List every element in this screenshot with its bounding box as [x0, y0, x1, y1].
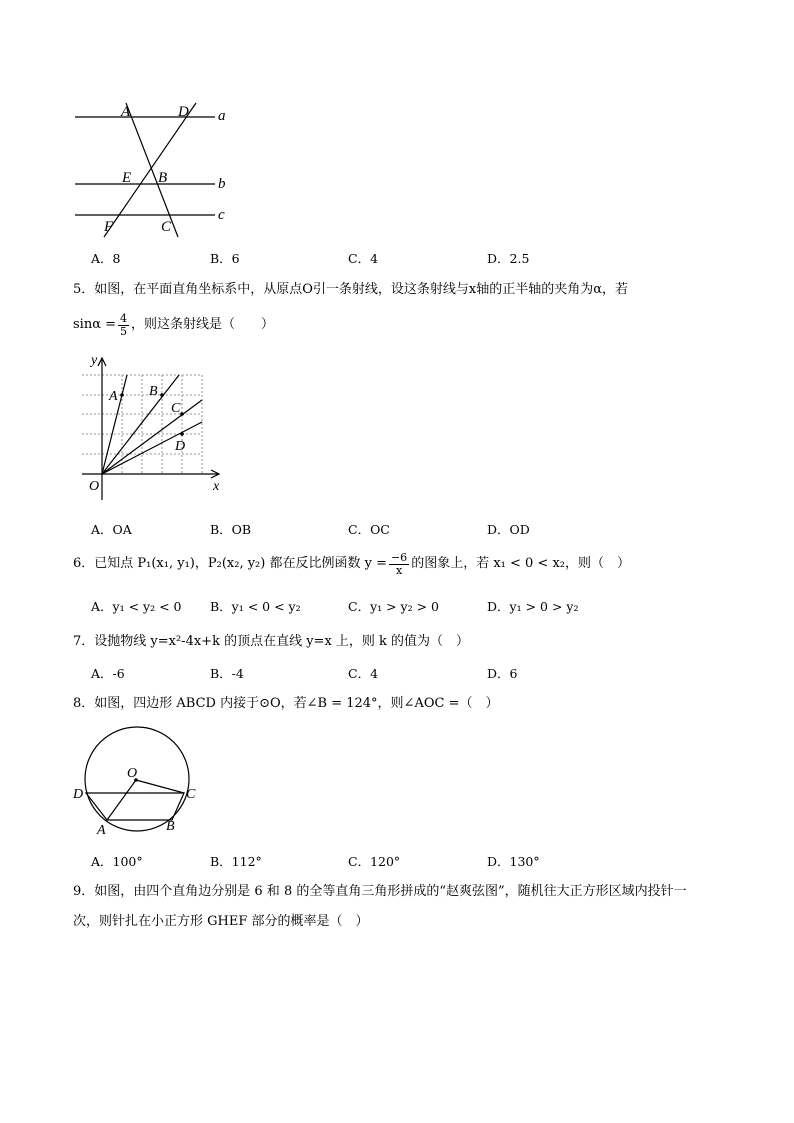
- ray-OC: [102, 400, 202, 474]
- q7-option-d[interactable]: D．6: [487, 666, 518, 681]
- point-A: [120, 393, 124, 397]
- label-D: D: [73, 787, 84, 802]
- label-D: D: [175, 439, 186, 454]
- q7-option-b[interactable]: B．-4: [210, 666, 244, 681]
- label-A: A: [97, 823, 106, 838]
- label-c: c: [218, 207, 225, 223]
- label-O: O: [127, 766, 138, 781]
- label-O: O: [89, 479, 100, 494]
- q6-option-c[interactable]: C．y₁ > y₂ > 0: [348, 599, 440, 614]
- q5-line2: [73, 308, 274, 342]
- q7-question: 7．设抛物线 y=x²-4x+k 的顶点在直线 y=x 上，则 k 的值为（ ）: [73, 634, 470, 649]
- q8-option-b[interactable]: B．112°: [210, 854, 262, 869]
- q5-figure: [75, 350, 235, 500]
- label-C: C: [186, 787, 196, 802]
- q5-option-a[interactable]: A．OA: [91, 522, 132, 537]
- q6-text-a: 6．已知点 P₁(x₁, y₁)，P₂(x₂, y₂) 都在反比例函数 y =: [73, 556, 387, 571]
- q4-option-c[interactable]: C．4: [348, 251, 379, 266]
- label-B: B: [166, 819, 175, 834]
- segment-OA: [107, 780, 136, 820]
- q6-frac-den: x: [395, 563, 403, 577]
- label-F: F: [104, 219, 114, 235]
- label-A: A: [109, 389, 118, 404]
- q5-grid: [82, 375, 202, 474]
- label-y: y: [91, 353, 98, 368]
- q5-frac-den: 5: [120, 324, 128, 338]
- q7-option-a[interactable]: A．-6: [91, 666, 125, 681]
- q7-option-c[interactable]: C．4: [348, 666, 379, 681]
- q4-figure: [60, 95, 250, 240]
- q5-sin-prefix: sinα =: [73, 317, 117, 332]
- q5-line2-suffix: ，则这条射线是（ ）: [131, 317, 275, 332]
- q8-figure: [70, 722, 210, 842]
- segment-OC: [136, 780, 184, 793]
- q4-option-d[interactable]: D．2.5: [487, 251, 530, 266]
- q4-option-a[interactable]: A．8: [91, 251, 121, 266]
- ray-OD: [102, 422, 202, 474]
- q5-line1: 5．如图，在平面直角坐标系中，从原点O引一条射线，设这条射线与x轴的正半轴的夹角为α，若: [73, 282, 629, 297]
- label-C: C: [161, 219, 172, 235]
- q6-text-b: 的图象上，若 x₁ < 0 < x₂，则（ ）: [411, 556, 630, 571]
- label-x: x: [213, 479, 220, 494]
- label-B: B: [158, 170, 168, 186]
- q8-question: 8．如图，四边形 ABCD 内接于⊙O，若∠B = 124°，则∠AOC =（ ）: [73, 696, 499, 711]
- q6-fraction: [389, 552, 409, 577]
- q4-option-b[interactable]: B．6: [210, 251, 240, 266]
- q5-fraction: [118, 313, 129, 338]
- q8-option-c[interactable]: C．120°: [348, 854, 401, 869]
- label-B: B: [149, 384, 158, 399]
- label-a: a: [218, 108, 226, 124]
- q6-option-a[interactable]: A．y₁ < y₂ < 0: [91, 599, 182, 614]
- q5-option-d[interactable]: D．OD: [487, 522, 530, 537]
- label-E: E: [122, 170, 132, 186]
- q5-option-c[interactable]: C．OC: [348, 522, 390, 537]
- q5-frac-num: 4: [120, 311, 128, 325]
- point-D: [180, 432, 184, 436]
- q6-option-b[interactable]: B．y₁ < 0 < y₂: [210, 599, 301, 614]
- label-A: A: [121, 104, 131, 120]
- transversal-df: [104, 103, 196, 237]
- q6-question: [73, 548, 630, 580]
- q8-option-a[interactable]: A．100°: [91, 854, 143, 869]
- q6-option-d[interactable]: D．y₁ > 0 > y₂: [487, 599, 579, 614]
- label-b: b: [218, 176, 226, 192]
- label-D: D: [178, 104, 189, 120]
- q8-option-d[interactable]: D．130°: [487, 854, 540, 869]
- transversal-ac: [126, 103, 178, 237]
- q5-option-b[interactable]: B．OB: [210, 522, 252, 537]
- q6-frac-num: −6: [390, 550, 408, 564]
- label-C: C: [171, 401, 181, 416]
- point-C: [180, 412, 184, 416]
- q9-line1: 9．如图，由四个直角边分别是 6 和 8 的全等直角三角形拼成的“赵爽弦图”，随机往大正方形区域内投针一: [73, 884, 687, 899]
- point-B: [160, 393, 164, 397]
- q9-line2: 次，则针扎在小正方形 GHEF 部分的概率是（ ）: [73, 914, 369, 929]
